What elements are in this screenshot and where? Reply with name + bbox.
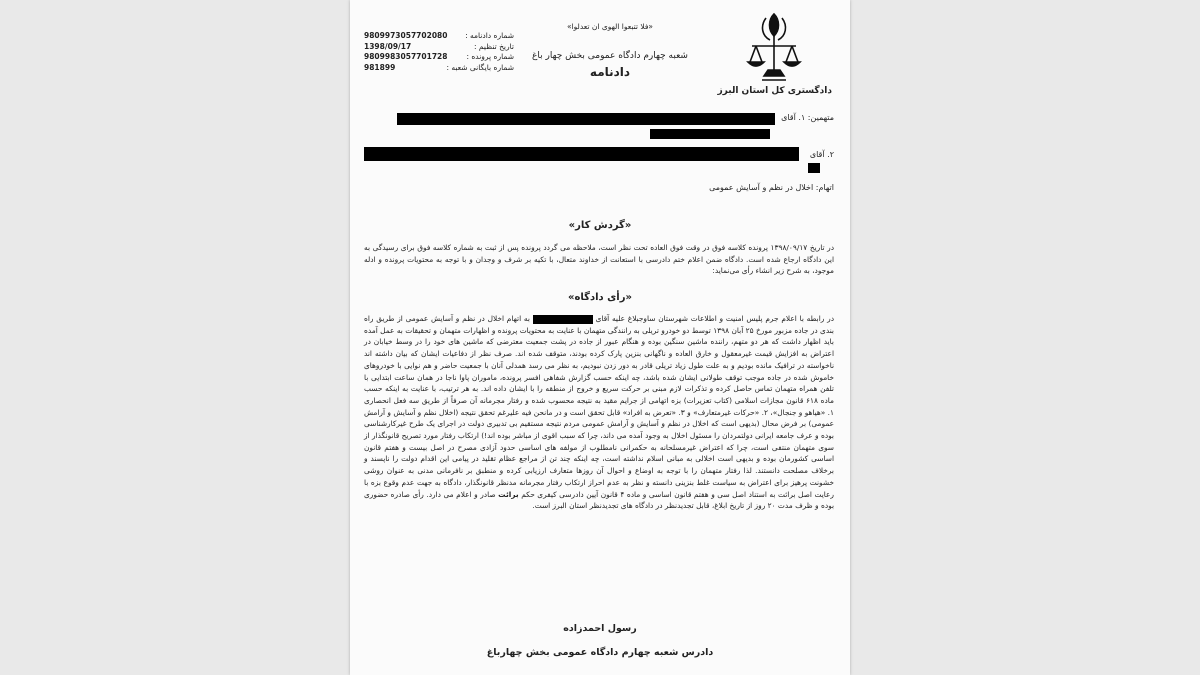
judge-name: رسول احمدزاده <box>563 623 637 634</box>
ruling-intro: در رابطه با اعلام جرم پلیس امنیت و اطلاعات شهرستان ساوجبلاغ علیه آقای <box>595 314 835 323</box>
meta-label: تاریخ تنظیم : <box>474 41 514 51</box>
meta-row-archive-number <box>364 63 514 74</box>
ruling-body: به اتهام اخلال در نظم و آسایش عمومی از طریق راه بندی در جاده مزبور مورخ ۲۵ آبان ۱۳۹۸ توسط دو خودرو تریلی به رانندگی متهمان با عنایت به محتویات پرونده و اظهارات متهمان و تحقیقات به عمل آمده باید اظهار داشت که هر دو متهم، راننده ماشین سنگین بوده و هنگام عبور از جاده در پشت جمعیت معترضی که ماشین های خود را در وسط خیابان در اعتراض به افزایش قیمت غیرمعقول و خارق العاده و ناگهانی بنزین پارک کرده بودند، متوقف شده اند. صرف نظر از دفاعیات ایشان که بیان داشته اند ناخواسته در ترافیک مانده بودیم و به علت طول زیاد تریلی قادر به دور زدن نبودیم، به نظر می رسد همدلی آنان با جمعیت حاضر و هم نوایی با خودروهای خاموش شده در جاده موجب توقف طولانی ایشان شده باشد، چه اینکه حسب گزارش شفاهی افسر پرونده، ماموران پاوا ناجا در همان ساعت ابتدایی با تلفن همراه متهمان تماس حاصل کرده و تذکرات لازم مبنی بر حرکت سریع و خروج از منطقه را با ایشان داده اند. به هر ترتیب، با عنایت به اینکه حسب ماده ۶۱۸ قانون مجازات اسلامی (کتاب تعزیرات) بزه اتهامی از جرایم مقید به نتیجه محسوب شده و رفتار مجرمانه آن صرفاً از طریق سه فعل انحصاری ۱. «هیاهو و جنجال»، ۲. «حرکات غیرمتعارف» و ۳. «تعرض به افراد» قابل تحقق است و در مانحن فیه علیرغم تحقق نتیجه (اخلال نظم و آسایش و آرامش عمومی) بر فرض محال (بدیهی است که اخلال در نظم و آسایش و آرامش عمومی مردم نتیجه مستقیم بی تدبیری دولت در اجرای یک طرح غیرکارشناسی بوده و عرف جامعه ایرانی دولتمردان را مسئول اخلال به وجود آمده می داند، چرا که سبب اقوی از مباشر بوده اند!) ارتکاب رفتار مورد تصریح قانونگذار از سوی متهمان منتفی است، چرا که اعتراض غیرمسلحانه به حکمرانی نامطلوب از مولفه های اساسی حدود آزادی مصرح در اصل بیست و هفتم قانون اساسی کشورمان بوده و بدیهی است اخلالی به مبانی اسلام نداشته است، چه اینکه چند تن از مراجع عظام تقلید در پیامی این اقدام دولت را ناپسند و برخلاف مصلحت دانستند. لذا رفتار متهمان را با توجه به اوضاع و احوال آن روزها متعارف ارزیابی کرده و منطبق بر نافرمانی مدنی به عنوان روشی خشونت پرهیز برای اعتراض به سیاست غلط بنزینی دانسته و نظر به عدم احراز ارتکاب رفتار مجرمانه مدنظر قانونگذار، دادگاه به جهت عدم وقوع بزه با رعایت اصل برائت به استناد اصل سی و هفتم قانون اساسی و ماده ۴ قانون آیین دادرسی کیفری حکم <box>364 314 835 499</box>
procedure-paragraph: در تاریخ ۱۳۹۸/۰۹/۱۷ پرونده کلاسه فوق در وقت فوق العاده تحت نظر است، ملاحظه می گردد پرونده پس از ثبت به شماره کلاسه فوق برای رسیدگی به این دادگاه ارجاع شده است. دادگاه ضمن اعلام ختم دادرسی با استعانت از خداوند متعال، با تکیه بر شرف و وجدان و با توجه به محتویات پرونده و ادله موجود، به شرح زیر انشاء رأی می‌نماید: <box>364 243 834 276</box>
meta-value: 9809973057702080 <box>364 31 448 40</box>
meta-label: شماره بایگانی شعبه : <box>446 62 514 72</box>
charge-line: اتهام: اخلال در نظم و آسایش عمومی <box>709 183 834 192</box>
meta-value: 981899 <box>364 62 396 72</box>
ruling-paragraph <box>364 313 834 512</box>
meta-label: شماره دادنامه : <box>465 31 514 40</box>
accused-1-label: متهمین: ۱. آقای <box>781 113 834 122</box>
meta-row-date <box>364 42 514 53</box>
procedure-heading: «گردش کار» <box>568 220 632 231</box>
ruling-heading: «رأی دادگاه» <box>568 292 632 303</box>
document-metadata <box>364 31 514 73</box>
document-page <box>350 0 850 675</box>
accused-2-label: ۲. آقای <box>809 150 834 159</box>
meta-row-case-number <box>364 52 514 63</box>
meta-value: 1398/09/17 <box>364 41 412 51</box>
redaction-bar <box>364 147 799 161</box>
organization-name: دادگستری کل استان البرز <box>717 86 832 96</box>
ruling-closing: صادر و اعلام می دارد. رأی صادره حضوری بوده و ظرف مدت ۲۰ روز از تاریخ ابلاغ، قابل تجدیدنظر در دادگاه های تجدیدنظر استان البرز است. <box>364 489 834 511</box>
meta-label: شماره پرونده : <box>466 52 514 61</box>
header-verse: «فلا تتبعوا الهوی ان تعدلوا» <box>566 22 653 31</box>
judiciary-emblem-icon <box>744 10 804 88</box>
meta-value: 9809983057701728 <box>364 52 448 61</box>
judge-title: دادرس شعبه چهارم دادگاه عمومی بخش چهارباغ <box>486 647 714 658</box>
verdict-word: برائت <box>498 489 519 499</box>
redaction-bar <box>808 163 820 173</box>
court-branch: شعبه چهارم دادگاه عمومی بخش چهار باغ <box>532 51 688 61</box>
redaction-bar <box>650 129 770 139</box>
meta-row-verdict-number <box>364 31 514 42</box>
document-title: دادنامه <box>589 65 631 79</box>
redaction-bar <box>397 113 775 125</box>
redaction-bar <box>533 315 593 324</box>
